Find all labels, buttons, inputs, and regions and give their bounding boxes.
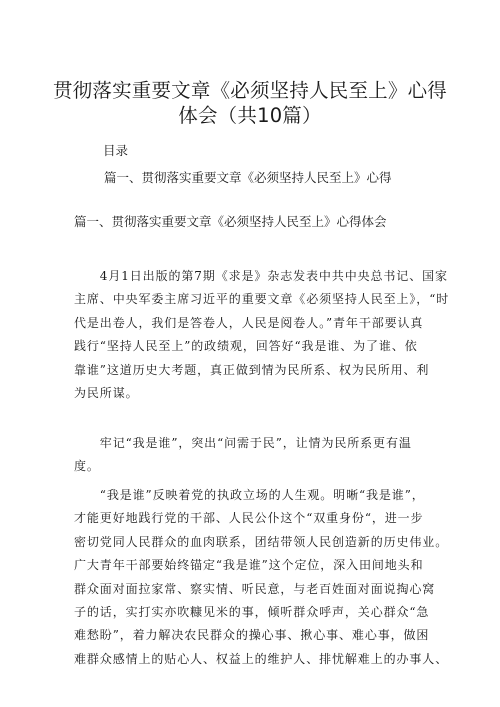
body-paragraph [74,432,436,479]
paragraph-line: 子的话，实打实亦吹糠见米的事，倾听群众呼声，关心群众“急 [74,605,430,620]
toc-item[interactable]: 篇一、贯彻落实重要文章《必须坚持人民至上》心得 [104,170,392,185]
paragraph-line: 为民所谋。 [74,386,139,401]
paragraph-line: 度。 [74,459,100,474]
paragraph-line: 广大青年干部要始终锚定“我是谁”这个定位，深入田间地头和 [74,558,424,573]
paragraph-line: 4月1日出版的第7期《求是》杂志发表中共中央总书记、国家 [74,269,448,283]
toc-heading: 目录 [103,143,129,158]
paragraph-line: 代是出卷人，我们是答卷人，人民是阅卷人。”青年干部要认真 [74,315,424,330]
section-heading: 篇一、贯彻落实重要文章《必须坚持人民至上》心得体会 [74,214,387,229]
paragraph-line: 难愁盼”，着力解决农民群众的操心事、揪心事、难心事，做困 [74,628,430,643]
title-line-2: 体会（共10篇） [178,104,322,127]
paragraph-line: “我是谁”反映着党的执政立场的人生观。明晰“我是谁”， [74,488,425,502]
paragraph-line: 密切党同人民群众的血肉联系，团结带领人民创造新的历史伟业。 [74,534,449,549]
paragraph-line: 难群众感情上的贴心人、权益上的维护人、排忧解难上的办事人、 [74,651,449,666]
paragraph-line: 群众面对面拉家常、察实情、听民意，与老百姓面对面说掏心窝 [74,581,436,596]
paragraph-line: 靠谁”这道历史大考题，真正做到情为民所系、权为民所用、利 [74,362,430,377]
document-title [40,78,460,128]
paragraph-line: 主席、中央军委主席习近平的重要文章《必须坚持人民至上》，“时 [74,292,450,307]
title-line-1: 贯彻落实重要文章《必须坚持人民至上》心得 [52,79,447,102]
body-paragraph [74,484,449,671]
paragraph-line: 牢记“我是谁”，突出“问需于民”，让情为民所系更有温 [74,436,412,450]
paragraph-line: 践行“坚持人民至上”的政绩观，回答好“我是谁、为了谁、依 [74,339,418,354]
paragraph-line: 才能更好地践行党的干部、人民公仆这个“双重身份“，进一步 [74,511,424,526]
body-paragraph [74,265,450,405]
